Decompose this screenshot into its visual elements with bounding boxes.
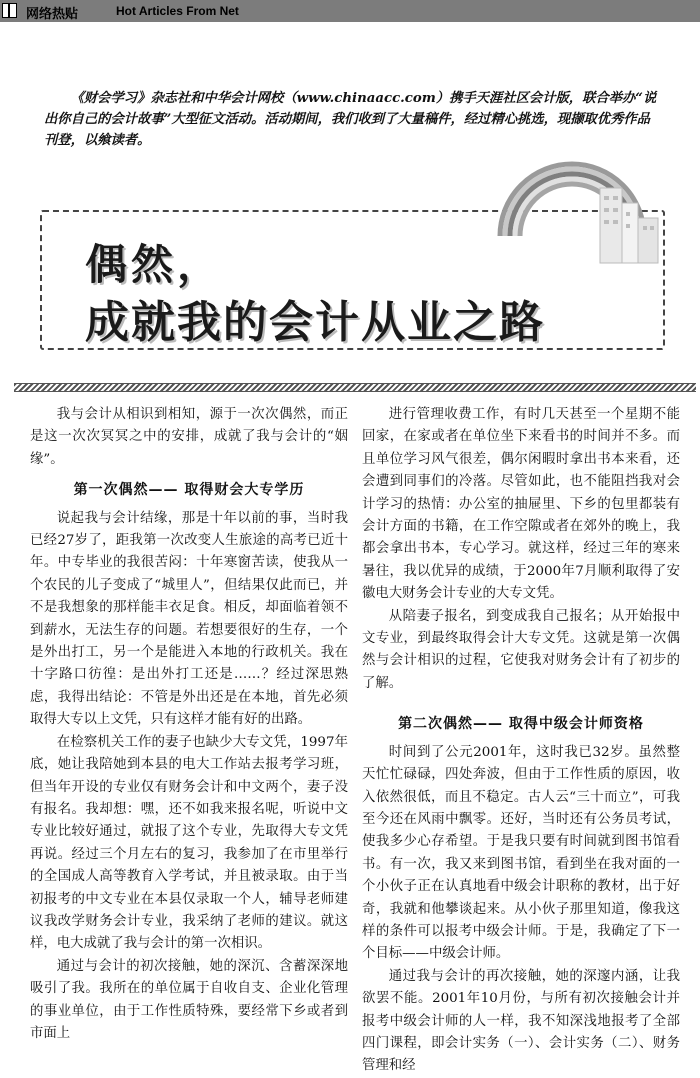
- right-column: [362, 404, 680, 1078]
- article-title-line1: 偶然，: [85, 240, 224, 289]
- hatched-divider: [14, 383, 696, 392]
- section-heading-1: 第一次偶然—— 取得财会大专学历: [73, 482, 305, 499]
- left-column: [30, 404, 348, 1045]
- section-heading-2: 第二次偶然—— 取得中级会计师资格: [398, 716, 644, 733]
- paragraph: 通过我与会计的再次接触，她的深邃内涵，让我欲罢不能。2001年10月份，与所有初次接触会计并报考中级会计师的人一样，我不知深浅地报考了全部四门课程，即会计实务（一）、会计实务（二）、财务管理和经: [362, 968, 680, 1074]
- rainbow-city-illustration: [472, 158, 672, 268]
- paragraph: 在检察机关工作的妻子也缺少大专文凭，1997年底，她让我陪她到本县的电大工作站去报考学习班，但当年开设的专业仅有财务会计和中文两个，妻子没有报名。我却想：嘿，还不如我来报名呢，听说中文专业比较好通过，就报了这个专业，先取得大专文凭再说。经过三个月左右的复习，我参加了在市里举行的全国成人高等教育入学考试，并且被录取。由于当初报考的中文专业在本县仅录取一个人，辅导老师建议我改学财务会计专业，我采纳了老师的建议。就这样，电大成就了我与会计的第一次相识。: [30, 734, 348, 952]
- intro-paragraph: 《财会学习》杂志社和中华会计网校（www.chinaacc.com）携手天涯社区会计版，联合举办“说出你自己的会计故事”大型征文活动。活动期间，我们收到了大量稿件，经过精心挑选，现撷取优秀作品刊登，以飨读者。: [44, 91, 657, 148]
- paragraph: 通过与会计的初次接触，她的深沉、含蓄深深地吸引了我。我所在的单位属于自收自支、企业化管理的事业单位，由于工作性质特殊，要经常下乡或者到市面上: [30, 958, 348, 1041]
- paragraph: 进行管理收费工作，有时几天甚至一个星期不能回家，在家或者在单位坐下来看书的时间并不多。而且单位学习风气很差，偶尔闲暇时拿出书本来看，还会遭到同事们的冷落。尽管如此，也不能阻挡我对会计学习的热情：办公室的抽屉里、下乡的包里都装有会计方面的书籍，在工作空隙或者在郊外的晚上，我都会拿出书本，专心学习。就这样，经过三年的寒来暑往，我以优异的成绩，于2000年7月顺利取得了安徽电大财务会计专业的大专文凭。: [362, 407, 680, 602]
- section-title-en: Hot Articles From Net: [116, 4, 239, 18]
- paragraph: 从陪妻子报名，到变成我自己报名；从开始报中文专业，到最终取得会计大专文凭。这就是第一次偶然与会计相识的过程，它使我对财务会计有了初步的了解。: [362, 608, 680, 691]
- section-title-cn: 网络热贴: [26, 7, 79, 22]
- section-header: [0, 0, 700, 22]
- header-logo-icon: [2, 3, 17, 18]
- paragraph: 时间到了公元2001年，这时我已32岁。虽然整天忙忙碌碌，四处奔波，但由于工作性质的原因，收入依然很低，而且不稳定。古人云“三十而立”，可我至今还在风雨中飘零。还好，当时还有公务员考试，使我多少心存希望。于是我只要有时间就到图书馆看书。有一次，我又来到图书馆，看到坐在我对面的一个小伙子正在认真地看中级会计职称的教材，出于好奇，我就和他攀谈起来。从小伙子那里知道，像我这样的条件可以报考中级会计师。于是，我确定了下一个目标——中级会计师。: [362, 744, 680, 962]
- article-title-line2: 成就我的会计从业之路: [85, 297, 545, 348]
- paragraph: 说起我与会计结缘，那是十年以前的事，当时我已经27岁了，距我第一次改变人生旅途的高考已近十年。中专毕业的我很苦闷：十年寒窗苦读，使我从一个农民的儿子变成了“城里人”，但结果仅此而已，并不是我想象的那样能丰衣足食。相反，却面临着领不到薪水，无法生存的问题。若想要很好的生存，一个是外出打工，另一个是能进入本地的行政机关。我在十字路口彷徨：是出外打工还是……？经过深思熟虑，我得出结论：不管是外出还是在本地，首先必须取得大专以上文凭，只有这样才能有好的出路。: [30, 510, 348, 728]
- paragraph: 我与会计从相识到相知，源于一次次偶然，而正是这一次次冥冥之中的安排，成就了我与会计的“姻缘”。: [30, 407, 348, 467]
